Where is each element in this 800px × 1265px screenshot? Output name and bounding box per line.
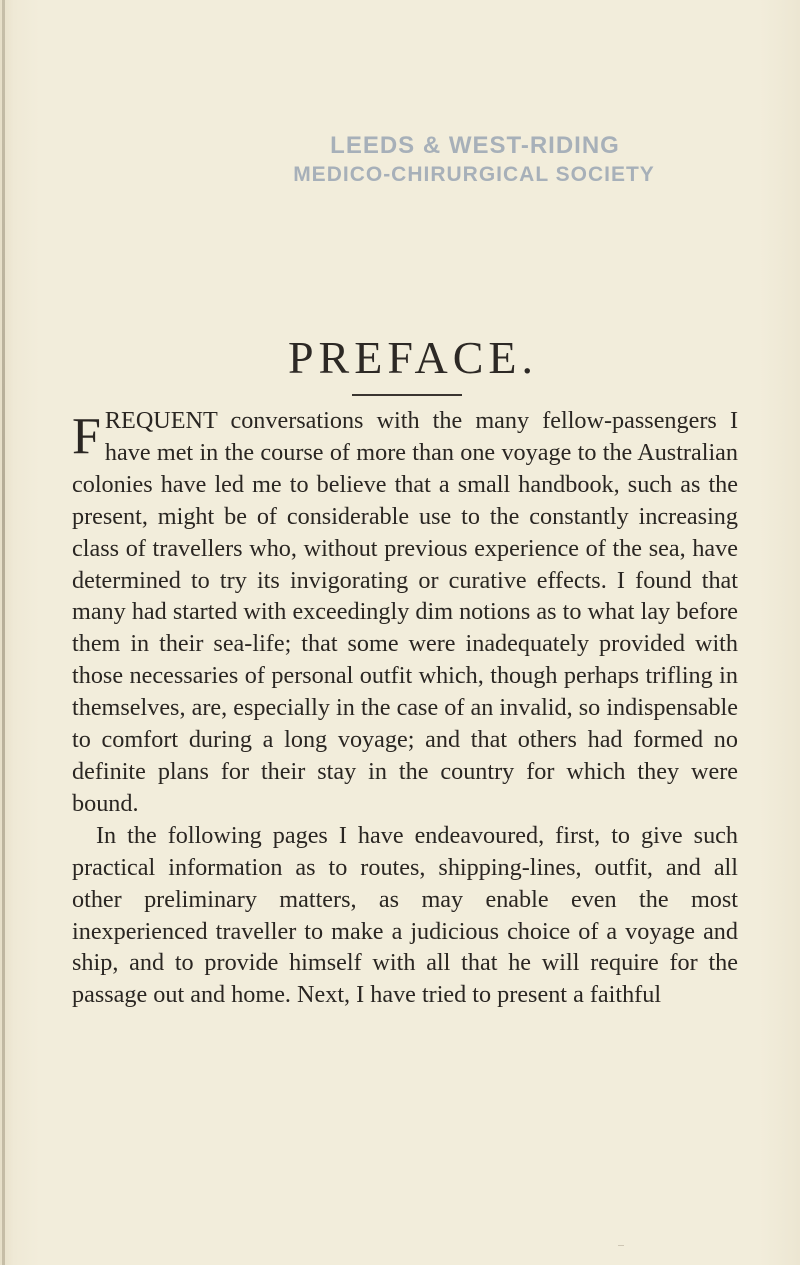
paper-mark (618, 1245, 624, 1250)
title-rule (352, 394, 462, 396)
paragraph-1 (72, 405, 738, 820)
binding-edge (2, 0, 5, 1265)
paragraph-1-text: REQUENT conversations with the many fellow-passengers I have met in the course of more than one voyage to the Australian colonies have led me to believe that a small handbook, such as the present, might be of considerable use to the constantly increasing class of travellers who, without previous experience of the sea, have determined to try its invigorating or curative effects. I found that many had started with exceedingly dim notions as to what lay before them in their sea-life; that some were inadequately provided with those necessaries of personal outfit which, though perhaps trifling in themselves, are, especially in the case of an invalid, so indispensable to comfort during a long voyage; and that others had formed no definite plans for their stay in the country for which they were bound. (72, 407, 738, 817)
drop-cap: F (72, 408, 101, 465)
page-title: PREFACE. (287, 331, 539, 383)
preface-body (72, 405, 738, 1011)
library-stamp-line2: MEDICO-CHIRURGICAL SOCIETY (293, 163, 655, 186)
library-stamp-line1: LEEDS & WEST-RIDING (330, 132, 620, 159)
paragraph-2: In the following pages I have endeavoured, first, to give such practical information as to routes, shipping-lines, outfit, and all other preliminary matters, as may enable even the most inexperienced traveller to make a judicious choice of a voyage and ship, and to provide himself with all that he will require for the passage out and home. Next, I have tried to present a faithful (72, 821, 738, 1009)
